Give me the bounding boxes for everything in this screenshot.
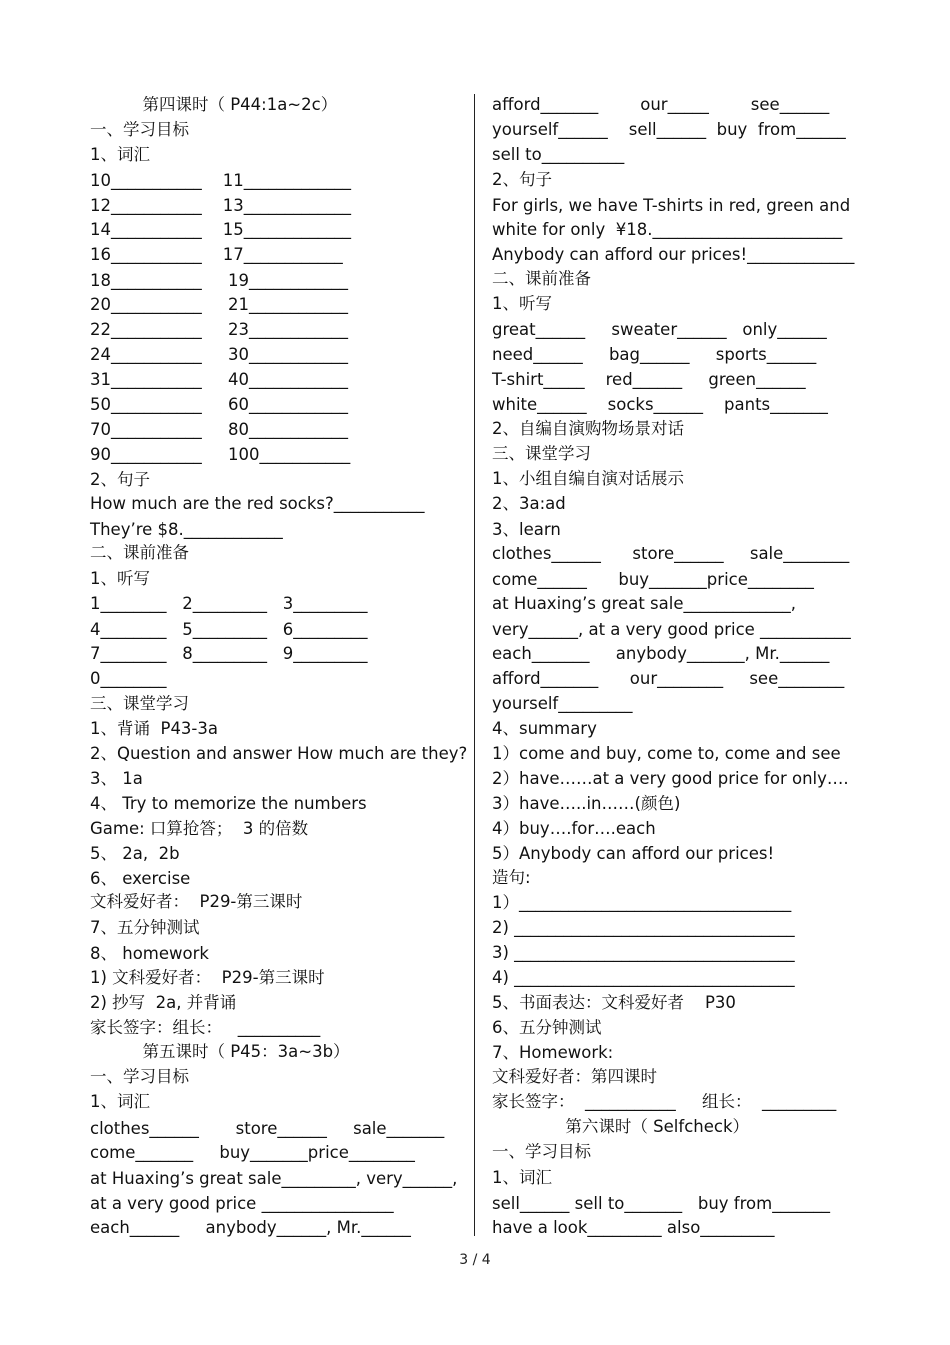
left-line: clothes______ store______ sale_______ (90, 1119, 445, 1138)
right-line: afford_______ our_____ see______ (492, 95, 830, 114)
left-line: 8、 homework (90, 944, 209, 963)
left-line: 1________ 2_________ 3_________ (90, 594, 368, 613)
right-line: 1、小组自编自演对话展示 (492, 469, 684, 488)
left-line: 1、听写 (90, 569, 150, 588)
left-line: 24___________ 30____________ (90, 345, 348, 364)
left-line: 70___________ 80____________ (90, 420, 348, 439)
left-line: each______ anybody______, Mr.______ (90, 1218, 411, 1237)
right-line: Anybody can afford our prices!_____________ (492, 245, 855, 264)
column-divider (474, 94, 475, 1236)
left-line: 7、五分钟测试 (90, 918, 200, 937)
left-line: 50___________ 60____________ (90, 395, 348, 414)
left-line: 三、课堂学习 (90, 694, 189, 713)
left-line: 0________ (90, 669, 167, 688)
left-line: 18___________ 19____________ (90, 271, 348, 290)
right-line: 造句: (492, 868, 531, 887)
left-line: 家长签字：组长： __________ (90, 1018, 321, 1037)
left-line: 4________ 5_________ 6_________ (90, 620, 368, 639)
left-line: 12___________ 13_____________ (90, 196, 351, 215)
right-line: 一、学习目标 (492, 1142, 591, 1161)
left-line: 2、句子 (90, 470, 150, 489)
left-line: 22___________ 23____________ (90, 320, 348, 339)
left-line: 一、学习目标 (90, 1067, 189, 1086)
right-line: white______ socks______ pants_______ (492, 395, 828, 414)
right-line: 2、句子 (492, 170, 552, 189)
right-line: 三、课堂学习 (492, 444, 591, 463)
right-line: 1、听写 (492, 294, 552, 313)
left-line: 文科爱好者： P29-第三课时 (90, 892, 303, 911)
right-line: 1）_________________________________ (492, 893, 792, 912)
left-line: 16___________ 17____________ (90, 245, 343, 264)
right-line: 3、learn (492, 520, 561, 539)
left-line: 7________ 8_________ 9_________ (90, 644, 368, 663)
left-line: come_______ buy_______price________ (90, 1143, 415, 1162)
right-line: 7、Homework: (492, 1043, 614, 1062)
left-line: 2、Question and answer How much are they? (90, 744, 468, 763)
page-number: 3 / 4 (459, 1252, 491, 1268)
right-line: white for only ¥18._______________________ (492, 220, 843, 239)
left-line: 1、词汇 (90, 1092, 150, 1111)
right-line: 6、五分钟测试 (492, 1018, 602, 1037)
right-line: each_______ anybody_______, Mr.______ (492, 644, 830, 663)
right-line: 3）have…..in……(颜色) (492, 794, 681, 813)
left-line: 第五课时（ P45：3a~3b） (90, 1042, 350, 1061)
right-line: 二、课前准备 (492, 269, 591, 288)
left-line: 一、学习目标 (90, 120, 189, 139)
right-line: 2) __________________________________ (492, 918, 795, 937)
left-line: 1) 文科爱好者： P29-第三课时 (90, 968, 325, 987)
left-line: 90___________ 100___________ (90, 445, 351, 464)
right-line: 2、自编自演购物场景对话 (492, 419, 684, 438)
right-line: 3) __________________________________ (492, 943, 795, 962)
right-line: sell to__________ (492, 145, 625, 164)
right-line: 1）come and buy, come to, come and see (492, 744, 841, 763)
right-line: very______, at a very good price ___________ (492, 620, 851, 639)
right-line: 文科爱好者：第四课时 (492, 1067, 657, 1086)
left-line: 1、背诵 P43-3a (90, 719, 218, 738)
right-line: 2）have……at a very good price for only…. (492, 769, 849, 788)
left-line: at a very good price ________________ (90, 1194, 394, 1213)
left-line: 6、 exercise (90, 869, 191, 888)
left-line: 二、课前准备 (90, 543, 189, 562)
right-line: 4、summary (492, 719, 597, 738)
left-line: 3、 1a (90, 769, 143, 788)
left-line: 20___________ 21____________ (90, 295, 348, 314)
right-line: 4）buy….for….each (492, 819, 656, 838)
left-line: They’re $8.____________ (90, 520, 283, 539)
left-line: 5、 2a, 2b (90, 844, 180, 863)
right-line: 2、3a:ad (492, 494, 566, 513)
right-line: T-shirt_____ red______ green______ (492, 370, 806, 389)
right-line: 4) __________________________________ (492, 968, 795, 987)
right-line: sell______ sell to_______ buy from_______ (492, 1194, 830, 1213)
right-line: yourself______ sell______ buy from______ (492, 120, 846, 139)
left-line: at Huaxing’s great sale_________, very______, (90, 1169, 458, 1188)
right-line: clothes______ store______ sale________ (492, 544, 850, 563)
right-line: at Huaxing’s great sale_____________, (492, 594, 796, 613)
right-line: afford_______ our________ see________ (492, 669, 845, 688)
right-line: For girls, we have T-shirts in red, green and (492, 196, 851, 215)
left-line: 14___________ 15_____________ (90, 220, 351, 239)
left-line: How much are the red socks?___________ (90, 494, 425, 513)
left-line: Game: 口算抢答； 3 的倍数 (90, 819, 309, 838)
right-line: great______ sweater______ only______ (492, 320, 827, 339)
left-line: 4、 Try to memorize the numbers (90, 794, 367, 813)
right-line: need______ bag______ sports______ (492, 345, 817, 364)
right-line: 5）Anybody can afford our prices! (492, 844, 775, 863)
left-line: 2) 抄写 2a, 并背诵 (90, 993, 237, 1012)
left-line: 31___________ 40____________ (90, 370, 348, 389)
right-line: have a look_________ also_________ (492, 1218, 775, 1237)
left-line: 10___________ 11_____________ (90, 171, 351, 190)
right-line: 家长签字： ___________ 组长： _________ (492, 1092, 837, 1111)
right-line: 第六课时（ Selfcheck） (492, 1117, 749, 1136)
right-line: 5、书面表达：文科爱好者 P30 (492, 993, 736, 1012)
right-line: yourself_________ (492, 694, 633, 713)
right-line: 1、词汇 (492, 1168, 552, 1187)
left-line: 第四课时（ P44:1a~2c） (90, 95, 338, 114)
left-line: 1、词汇 (90, 145, 150, 164)
right-line: come______ buy_______price________ (492, 570, 814, 589)
